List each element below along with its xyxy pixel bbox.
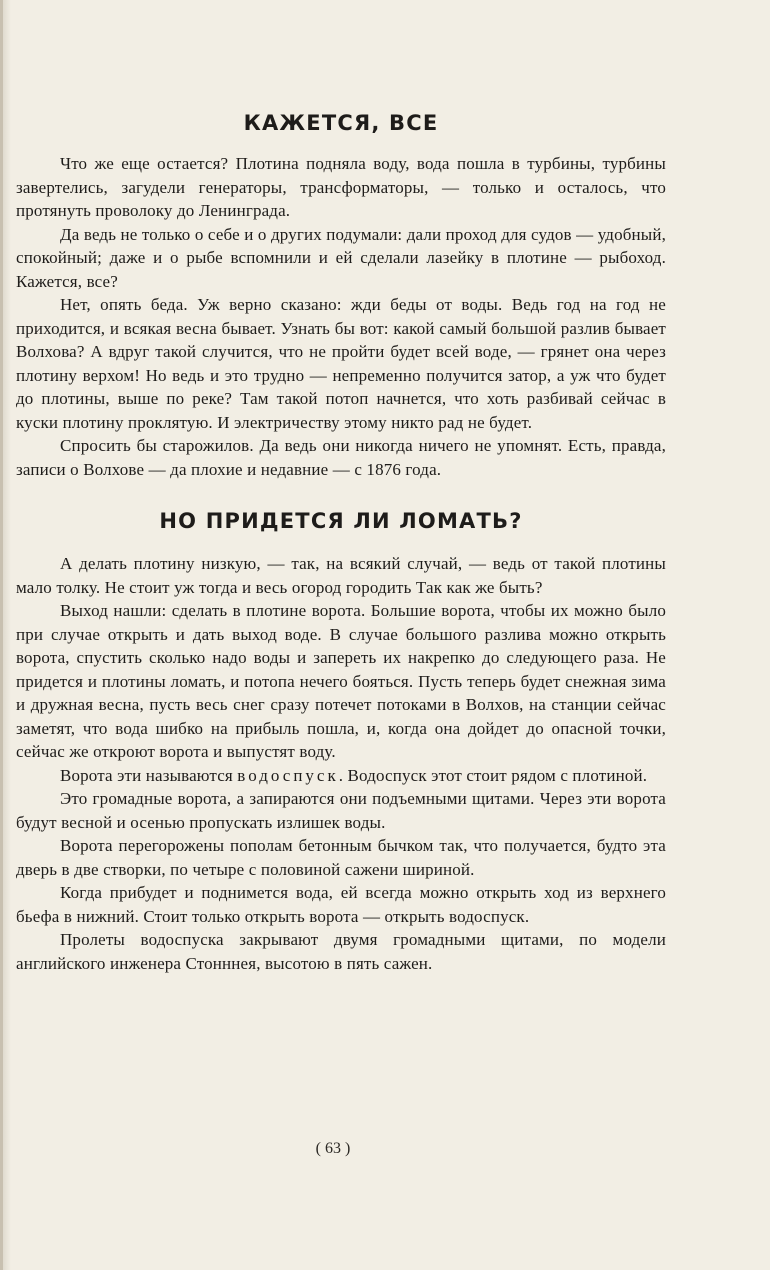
- term-watergate: водоспуск: [237, 765, 339, 785]
- page-number: ( 63 ): [315, 1140, 351, 1157]
- page-binding-shadow: [3, 0, 11, 1270]
- paragraph: Нет, опять беда. Уж верно сказано: жди беды от воды. Ведь год на год не приходится, и всякая весна бывает. Узнать бы вот: какой самый большой разлив бывает Волхова? А вдруг такой случится, что не пройти будет всей воде, — грянет она через плотину верхом! Но ведь и это трудно — непременно получится затор, а уж что будет до плотины, выше по реке? Там такой потоп начнется, что хоть разбивай сейчас в куски плотину проклятую. И электричеству этому никто рад не будет.: [16, 295, 666, 432]
- paragraph: Выход нашли: сделать в плотине ворота. Большие ворота, чтобы их можно было при случае открыть и дать выход воде. В случае большого разлива можно открыть ворота, спустить сколько надо воды и запереть их накрепко до следующего раза. Не придется и плотины ломать, и потопа нечего бояться. Пусть теперь будет снежная зима и дружная весна, пусть весь снег сразу потечет потоками в Волхов, на станции сейчас заметят, что вода шибко на прибыль пошла, и, когда она дойдет до опасной точки, сейчас же откроют ворота и выпустят воду.: [16, 601, 666, 761]
- paragraph: Ворота перегорожены пополам бетонным бычком так, что получается, будто эта дверь в две створки, по четыре с половиной сажени шириной.: [16, 836, 666, 879]
- paragraph: Что же еще остается? Плотина подняла воду, вода пошла в турбины, турбины завертелись, загудели генераторы, трансформаторы, — только и осталось, что протянуть проволоку до Ленинграда.: [16, 154, 666, 220]
- section-heading: НО ПРИДЕТСЯ ЛИ ЛОМАТЬ?: [159, 509, 523, 533]
- paragraph: А делать плотину низкую, — так, на всякий случай, — ведь от такой плотины мало толку. Не стоит уж тогда и весь огород городить Так как же быть?: [16, 554, 666, 597]
- paragraph: Да ведь не только о себе и о других подумали: дали проход для судов — удобный, спокойный; даже и о рыбе вспомнили и ей сделали лазейку в плотине — рыбоход. Кажется, все?: [16, 224, 666, 291]
- term-paragraph-before: Ворота эти называются: [60, 765, 238, 785]
- paragraph: Это громадные ворота, а запираются они подъемными щитами. Через эти ворота будут весной и осенью пропускать излишек воды.: [16, 789, 666, 832]
- paragraph: Когда прибудет и поднимется вода, ей всегда можно открыть ход из верхнего бьефа в нижний. Стоит только открыть ворота — открыть водоспуск.: [16, 883, 666, 926]
- term-paragraph: [16, 764, 666, 788]
- page-content: [16, 0, 666, 975]
- section-heading: КАЖЕТСЯ, ВСЕ: [243, 111, 439, 135]
- paragraph: Пролеты водоспуска закрывают двумя громадными щитами, по модели английского инженера Стонннея, высотою в пять сажен.: [16, 930, 666, 973]
- term-paragraph-after: . Водоспуск этот стоит рядом с плотиной.: [338, 765, 648, 785]
- paragraph: Спросить бы старожилов. Да ведь они никогда ничего не упомнят. Есть, правда, записи о Волхове — да плохие и недавние — с 1876 года.: [16, 436, 666, 479]
